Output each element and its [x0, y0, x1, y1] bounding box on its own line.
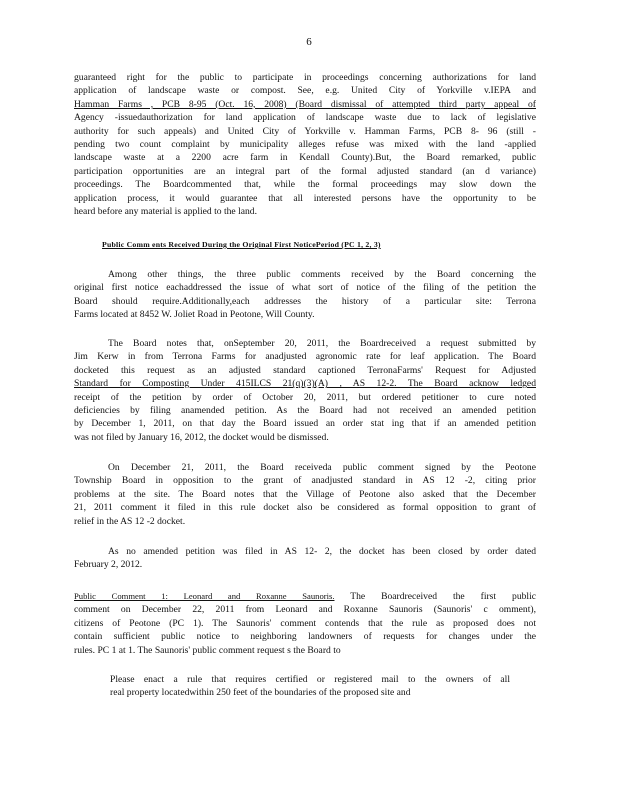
text-line: On December 21, 2011, the Board receiveda public comment signed by the Peotone [108, 462, 536, 473]
text-line: application process, it would guarantee that all interested persons have the opportunity to be [74, 192, 536, 204]
text-line: Board should require.Additionally,each addresses the history of a particular site: Terrona [74, 295, 536, 307]
block-quote [110, 673, 510, 700]
text-line: application of landscape waste or compost. See, e.g. United City of Yorkville v.IEPA and [74, 85, 536, 97]
text-line: guaranteed right for the public to participate in proceedings concerning authorizations for land [74, 72, 536, 83]
paragraph-docket-closed [74, 545, 536, 572]
public-comment-1-heading: Public Comment 1: Leonard and Roxanne Saunoris. [74, 591, 335, 601]
text-line: heard before any material is applied to the land. [74, 205, 258, 217]
text-line: pending two count complaint by municipality alleges refuse was mixed with the land -applied [74, 138, 536, 150]
text-line: Hamman Farms , PCB 8-95 (Oct. 16, 2008) (Board dismissal of attempted third party appeal of [74, 98, 536, 110]
paragraph-public-participation [74, 71, 536, 218]
text-line: contain sufficient public notice to neighboring landowners of requests for changes under the [74, 631, 536, 643]
text-line: Among other things, the three public comments received by the Board concerning the [108, 269, 536, 280]
text-line: by December 1, 2011, on that day the Board issued an order stat ing that if an amended petition [74, 418, 536, 430]
text-line: 21, 2011 comment it filed in this rule docket also be considered as formal opposition to grant of [74, 502, 536, 514]
paragraph-comments-overview [74, 268, 536, 322]
text-line: comment on December 22, 2011 from Leonard and Roxanne Saunoris (Saunoris' c omment), [74, 604, 536, 616]
text-line [74, 590, 536, 603]
paragraph-peotone-comment [74, 461, 536, 528]
text-line: authority for such appeals) and United City of Yorkville v. Hamman Farms, PCB 8- 96 (still - [74, 125, 536, 137]
text-line: docketed this request as an adjusted standard captioned TerronaFarms' Request for Adjusted [74, 364, 536, 376]
text-line: proceedings. The Boardcommented that, while the formal proceedings may slow down the [74, 179, 536, 191]
text-line: rules. PC 1 at 1. The Saunoris' public comment request s the Board to [74, 644, 341, 656]
text-line: February 2, 2012. [74, 559, 143, 571]
paragraph-terrona-request [74, 337, 536, 444]
text-line: original first notice eachaddressed the issue of what sort of notice of the filing of the petition the [74, 282, 536, 294]
section-heading: Public Comm ents Received During the Original First NoticePeriod (PC 1, 2, 3) [102, 240, 381, 249]
text-line: landscape waste at a 2200 acre farm in Kendall County).But, the Board remarked, public [74, 152, 536, 164]
text-line: deficiencies by filing anamended petition. As the Board had not received an amended petition [74, 404, 536, 416]
text-line: Agency -issuedauthorization for land application of landscape waste due to lack of legislative [74, 112, 536, 124]
text-line: The Board notes that, onSeptember 20, 2011, the Boardreceived a request submitted by [108, 338, 536, 349]
paragraph-saunoris-comment [74, 590, 536, 657]
text-line: receipt of the petition by order of October 20, 2011, but ordered petitioner to cure noted [74, 391, 536, 403]
text-line: Township Board in opposition to the grant of anadjusted standard in AS 12 -2, citing prior [74, 475, 536, 487]
text-line: relief in the AS 12 -2 docket. [74, 515, 186, 527]
text-line: Standard for Composting Under 415ILCS 21(q)(3)(A) , AS 12-2. The Board acknow ledged [74, 378, 536, 390]
text-line: real property locatedwithin 250 feet of the boundaries of the proposed site and [110, 687, 411, 699]
text-line: citizens of Peotone (PC 1). The Saunoris' comment contends that the rule as proposed does not [74, 617, 536, 629]
text-line: As no amended petition was filed in AS 12- 2, the docket has been closed by order dated [108, 546, 536, 557]
text-line: Please enact a rule that requires certified or registered mail to the owners of all [110, 674, 510, 685]
text-span: The Boardreceived the first public [334, 591, 536, 602]
text-line: Jim Kerw in from Terrona Farms for anadjusted agronomic rate for leaf application. The Board [74, 351, 536, 363]
text-line: participation opportunities are an integral part of the formal adjusted standard (an d variance) [74, 165, 536, 177]
text-line: Farms located at 8452 W. Joliet Road in Peotone, Will County. [74, 309, 315, 321]
text-line: was not filed by January 16, 2012, the docket would be dismissed. [74, 431, 329, 443]
text-line: problems at the site. The Board notes that the Village of Peotone also asked that the December [74, 488, 536, 500]
page-number: 6 [306, 36, 312, 48]
